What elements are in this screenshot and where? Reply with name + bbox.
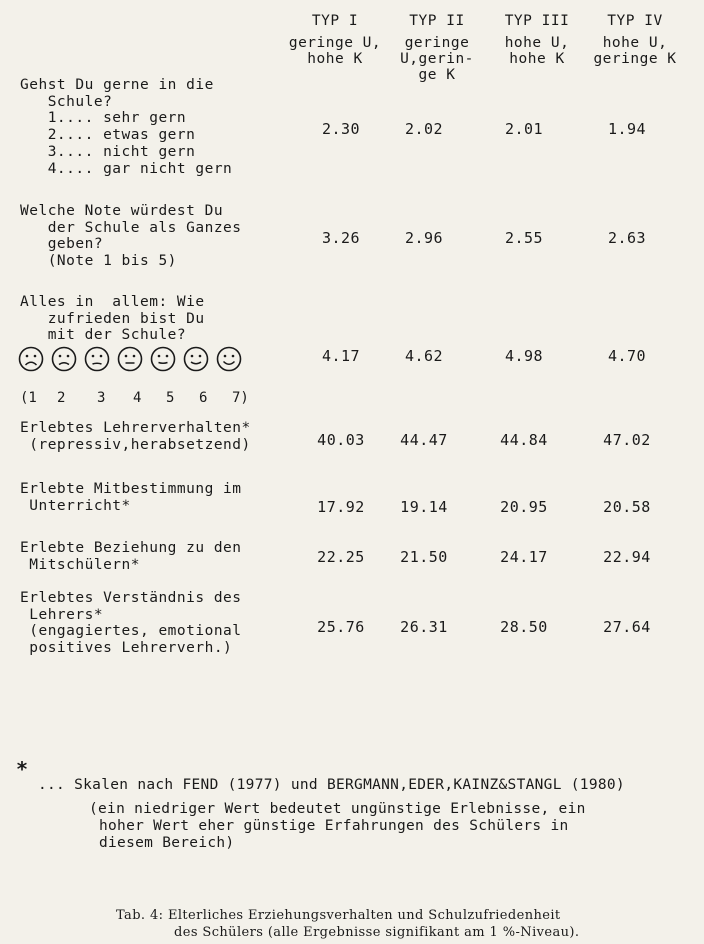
footnote-star: * bbox=[16, 757, 29, 781]
value-cell: 17.92 bbox=[317, 498, 365, 516]
question-line: mit der Schule? bbox=[20, 327, 187, 344]
value-cell: 22.25 bbox=[317, 548, 365, 566]
value-cell: 47.02 bbox=[603, 431, 651, 449]
question-classmate-relation bbox=[20, 540, 242, 573]
slightly-happy-face-icon bbox=[150, 346, 176, 372]
footnote-explanation bbox=[89, 801, 586, 852]
column-header-typ-3 bbox=[492, 13, 582, 67]
value-cell: 19.14 bbox=[400, 498, 448, 516]
value-cell: 44.47 bbox=[400, 431, 448, 449]
column-subtitle: hohe U, bbox=[504, 35, 570, 51]
footnote-line: (ein niedriger Wert bedeutet ungünstige Erlebnisse, ein bbox=[89, 801, 586, 817]
face-scale bbox=[18, 346, 249, 372]
question-line: Alles in allem: Wie bbox=[20, 294, 205, 310]
value-cell: 2.01 bbox=[504, 120, 544, 138]
footnote-line: ... Skalen nach FEND (1977) und BERGMANN,EDER,KAINZ&STANGL (1980) bbox=[38, 777, 625, 793]
question-line: der Schule als Ganzes bbox=[20, 219, 242, 236]
scale-number: 7) bbox=[232, 390, 249, 406]
caption-line: des Schülers (alle Ergebnisse signifikant am 1 %-Niveau). bbox=[174, 925, 580, 940]
question-co-determination bbox=[20, 481, 242, 514]
question-line: (repressiv,herabsetzend) bbox=[20, 436, 251, 453]
column-subtitle: ge K bbox=[418, 67, 456, 83]
question-line: Welche Note würdest Du bbox=[20, 203, 224, 219]
column-title: TYP IV bbox=[607, 13, 663, 29]
value-cell: 4.70 bbox=[607, 347, 647, 365]
answer-option: 3.... nicht gern bbox=[20, 143, 196, 160]
table-caption bbox=[116, 907, 579, 941]
answer-option: 1.... sehr gern bbox=[20, 110, 187, 127]
column-header-typ-4 bbox=[585, 13, 685, 67]
value-cell: 2.55 bbox=[504, 229, 544, 247]
scale-number: 5 bbox=[166, 390, 175, 406]
question-line: Erlebte Beziehung zu den bbox=[20, 540, 242, 556]
very-sad-face-icon bbox=[18, 346, 44, 372]
question-line: (engagiertes, emotional bbox=[20, 623, 242, 640]
question-line: positives Lehrerverh.) bbox=[20, 640, 233, 657]
value-cell: 40.03 bbox=[317, 431, 365, 449]
question-line: zufrieden bist Du bbox=[20, 310, 205, 327]
value-cell: 25.76 bbox=[317, 618, 365, 636]
value-cell: 4.17 bbox=[321, 347, 361, 365]
question-line: Erlebtes Lehrerverhalten* bbox=[20, 420, 251, 436]
answer-option: 2.... etwas gern bbox=[20, 127, 196, 144]
question-line: Erlebte Mitbestimmung im bbox=[20, 481, 242, 497]
value-cell: 24.17 bbox=[500, 548, 548, 566]
scale-number: (1 bbox=[20, 390, 37, 406]
very-happy-face-icon bbox=[216, 346, 242, 372]
face-scale-numbers bbox=[20, 390, 260, 408]
slightly-sad-face-icon bbox=[84, 346, 110, 372]
question-line: (Note 1 bis 5) bbox=[20, 253, 177, 270]
value-cell: 2.63 bbox=[607, 229, 647, 247]
column-subtitle: geringe bbox=[404, 35, 470, 51]
question-line: Mitschülern* bbox=[20, 556, 140, 573]
scale-number: 2 bbox=[57, 390, 66, 406]
value-cell: 26.31 bbox=[400, 618, 448, 636]
scale-number: 4 bbox=[133, 390, 142, 406]
footnote-line: hoher Wert eher günstige Erfahrungen des Schülers in bbox=[99, 818, 569, 834]
value-cell: 2.96 bbox=[404, 229, 444, 247]
question-line: geben? bbox=[20, 236, 104, 253]
footnote-line: diesem Bereich) bbox=[99, 835, 235, 851]
value-cell: 44.84 bbox=[500, 431, 548, 449]
value-cell: 21.50 bbox=[400, 548, 448, 566]
scale-number: 6 bbox=[199, 390, 208, 406]
question-line: Schule? bbox=[20, 93, 113, 110]
question-teacher-understanding bbox=[20, 590, 242, 657]
happy-face-icon bbox=[183, 346, 209, 372]
question-line: Erlebtes Verständnis des bbox=[20, 590, 242, 606]
value-cell: 22.94 bbox=[603, 548, 651, 566]
question-line: Lehrers* bbox=[20, 606, 104, 623]
question-school-grade bbox=[20, 203, 242, 270]
value-cell: 4.98 bbox=[504, 347, 544, 365]
column-title: TYP I bbox=[311, 13, 359, 29]
column-header-typ-2 bbox=[392, 13, 482, 83]
question-line: Gehst Du gerne in die bbox=[20, 77, 214, 93]
question-school-satisfaction bbox=[20, 294, 205, 344]
value-cell: 3.26 bbox=[321, 229, 361, 247]
value-cell: 20.95 bbox=[500, 498, 548, 516]
caption-line: Tab. 4: Elterliches Erziehungsverhalten und Schulzufriedenheit bbox=[116, 908, 561, 923]
column-subtitle: geringe K bbox=[593, 51, 677, 67]
column-header-typ-1 bbox=[285, 13, 385, 67]
column-subtitle: U,gerin- bbox=[400, 51, 474, 67]
column-subtitle: hohe K bbox=[307, 51, 363, 67]
question-line: Unterricht* bbox=[20, 497, 131, 514]
column-subtitle: hohe K bbox=[509, 51, 565, 67]
answer-option: 4.... gar nicht gern bbox=[20, 160, 233, 177]
neutral-face-icon bbox=[117, 346, 143, 372]
value-cell: 27.64 bbox=[603, 618, 651, 636]
column-subtitle: hohe U, bbox=[602, 35, 668, 51]
value-cell: 20.58 bbox=[603, 498, 651, 516]
column-subtitle: geringe U, bbox=[288, 35, 382, 51]
column-title: TYP II bbox=[409, 13, 465, 29]
value-cell: 4.62 bbox=[404, 347, 444, 365]
scale-number: 3 bbox=[97, 390, 106, 406]
value-cell: 28.50 bbox=[500, 618, 548, 636]
value-cell: 1.94 bbox=[607, 120, 647, 138]
question-teacher-behaviour bbox=[20, 420, 251, 453]
value-cell: 2.30 bbox=[321, 120, 361, 138]
column-title: TYP III bbox=[504, 13, 570, 29]
value-cell: 2.02 bbox=[404, 120, 444, 138]
sad-face-icon bbox=[51, 346, 77, 372]
question-school-liking bbox=[20, 77, 232, 177]
